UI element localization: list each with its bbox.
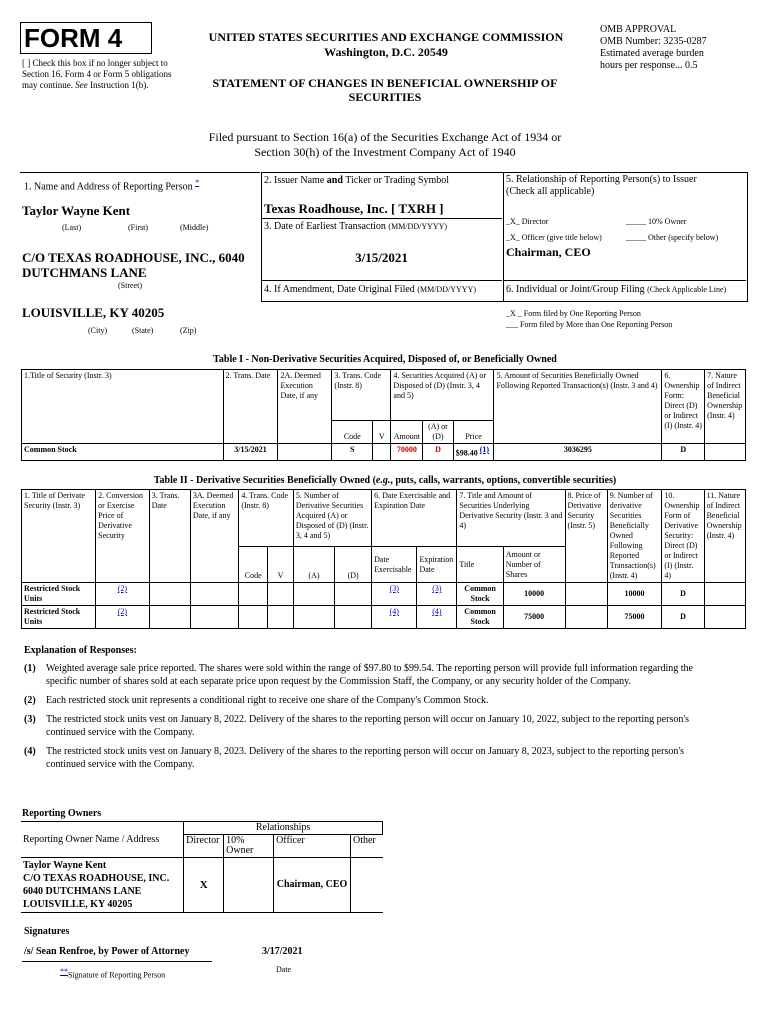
t2-h11: 11. Nature of Indirect Beneficial Ownership (Instr. 4)	[704, 490, 745, 583]
signature-value: /s/ Sean Renfroe, by Power of Attorney	[24, 946, 190, 957]
owners-ten-hdr: 10% Owner	[224, 835, 274, 858]
t1-h2: 2. Trans. Date	[223, 370, 278, 444]
signature-label: **Signature of Reporting Person	[60, 967, 166, 980]
t2-h1: 1. Title of Derivate Security (Instr. 3)	[22, 490, 96, 583]
footnote-3-link[interactable]: (3)	[389, 584, 399, 593]
t2-d: (D)	[335, 547, 372, 583]
label-middle: (Middle)	[180, 223, 209, 232]
t2-title-hdr: Title	[457, 547, 503, 583]
table-row	[22, 606, 746, 629]
label-street: (Street)	[118, 281, 142, 290]
signature-line	[22, 961, 212, 962]
filing-label: 6. Individual or Joint/Group Filing (Check Applicable Line)	[506, 284, 727, 295]
rel-officer: _X_ Officer (give title below)	[506, 233, 602, 242]
t1-code: Code	[332, 421, 373, 444]
filing-one: _X _ Form filed by One Reporting Person	[506, 309, 641, 318]
table2-title: Table II - Derivative Securities Beneficially Owned (e.g., puts, calls, warrants, options, convertible securities)	[153, 475, 617, 486]
t2-h9: 9. Number of derivative Securities Beneficially Owned Following Reported Transaction(s) (Instr. 4)	[607, 490, 662, 583]
table-row	[22, 444, 746, 461]
t2-r1-form: D	[662, 583, 704, 606]
t2-h3a: 3A. Deemed Execution Date, if any	[190, 490, 238, 583]
t1-deemed	[278, 444, 332, 461]
box-3-divider	[261, 218, 502, 219]
t1-h6: 6. Ownership Form: Direct (D) or Indirect (I) (Instr. 4)	[662, 370, 705, 444]
t1-h3: 3. Trans. Code (Instr. 8)	[332, 370, 391, 421]
t2-r1-security: Restricted Stock Units	[22, 583, 96, 606]
t2-r2-amount: 75000	[503, 606, 565, 629]
t1-amount-val: 70000	[391, 444, 423, 461]
t2-r1-owned: 10000	[607, 583, 662, 606]
t1-owned-val: 3036295	[494, 444, 662, 461]
earliest-date-value: 3/15/2021	[355, 250, 408, 265]
t2-v: V	[268, 547, 294, 583]
t1-h2a: 2A. Deemed Execution Date, if any	[278, 370, 332, 444]
t1-aord-val: D	[423, 444, 454, 461]
t2-h8: 8. Price of Derivative Security (Instr. 5)	[565, 490, 607, 583]
t1-security: Common Stock	[22, 444, 224, 461]
box-6-divider	[503, 280, 746, 281]
t1-h4: 4. Securities Acquired (A) or Disposed of (D) (Instr. 3, 4 and 5)	[391, 370, 494, 421]
t2-exp: Expiration Date	[417, 547, 457, 583]
date-label: Date	[276, 965, 292, 974]
t2-r2-conv	[96, 606, 150, 629]
t2-r1-expd	[417, 583, 457, 606]
t2-h4: 4. Trans. Code (Instr. 8)	[239, 490, 294, 547]
footnote-2-link[interactable]: (2)	[117, 607, 128, 616]
footnote-4-link[interactable]: (4)	[389, 607, 399, 616]
footnote-3-link[interactable]: (3)	[432, 584, 442, 593]
omb-burden: Estimated average burden	[600, 48, 704, 59]
t2-r1-amount: 10000	[503, 583, 565, 606]
owners-director-mark: X	[184, 858, 224, 913]
list-item: (2) Each restricted stock unit represents a conditional right to receive one share of the Company's Common Stock.	[24, 695, 489, 706]
t2-r2-ex	[372, 606, 417, 629]
owners-table	[21, 821, 383, 913]
t2-h5: 5. Number of Derivative Securities Acquired (A) or Disposed of (D) (Instr. 3, 4 and 5)	[293, 490, 371, 547]
rel-ten-pct: _____ 10% Owner	[626, 217, 687, 226]
t1-price: Price	[453, 421, 494, 444]
t1-date: 3/15/2021	[223, 444, 278, 461]
omb-number: OMB Number: 3235-0287	[600, 36, 707, 47]
owners-officer-hdr: Officer	[274, 835, 351, 858]
rel-other: _____ Other (specify below)	[626, 233, 719, 242]
t2-r1-title: Common Stock	[457, 583, 503, 606]
t1-v: V	[373, 421, 391, 444]
box-4-divider	[261, 280, 502, 281]
t2-date-ex: Date Exercisable	[372, 547, 417, 583]
footnote-dstar-link[interactable]: **	[60, 967, 68, 976]
owners-title: Reporting Owners	[22, 808, 102, 819]
amendment-label: 4. If Amendment, Date Original Filed (MM/DD/YYYY)	[264, 284, 476, 295]
signatures-title: Signatures	[24, 926, 70, 937]
relationship-label: 5. Relationship of Reporting Person(s) to Issuer (Check all applicable)	[506, 174, 697, 197]
t1-h7: 7. Nature of Indirect Beneficial Ownership (Instr. 4)	[705, 370, 746, 444]
t1-price-val: $98.40 (1)	[453, 444, 494, 461]
form-title: FORM 4	[24, 23, 123, 53]
footnote-1-link[interactable]: (1)	[479, 445, 490, 454]
t1-v-val	[373, 444, 391, 461]
t1-nature-val	[705, 444, 746, 461]
t1-amount: Amount	[391, 421, 423, 444]
t1-h1: 1.Title of Security (Instr. 3)	[22, 370, 224, 444]
t2-r1-conv	[96, 583, 150, 606]
table2	[21, 489, 746, 629]
explanation-list	[24, 662, 724, 777]
t1-h5: 5. Amount of Securities Beneficially Owned Following Reported Transaction(s) (Instr. 3 and 4)	[494, 370, 662, 444]
t2-h2: 2. Conversion or Exercise Price of Derivative Security	[96, 490, 150, 583]
table1	[21, 369, 746, 461]
t1-form-val: D	[662, 444, 705, 461]
filed-pursuant-1: Filed pursuant to Section 16(a) of the Securities Exchange Act of 1934 or	[208, 130, 562, 144]
t2-amt-hdr: Amount or Number of Shares	[503, 547, 565, 583]
box-2-border	[261, 172, 504, 302]
list-item: (3) The restricted stock units vest on January 8, 2022. Delivery of the shares to the reporting person will occur on January 10, 2022, subject to the reporting person's continued service with the Company.	[24, 714, 690, 738]
issuer-name: Texas Roadhouse, Inc. [ TXRH ]	[264, 201, 444, 216]
t2-code: Code	[239, 547, 268, 583]
table-row	[22, 583, 746, 606]
table-row	[21, 858, 383, 913]
agency-name: UNITED STATES SECURITIES AND EXCHANGE COMMISSION	[208, 30, 564, 44]
reporter-name: Taylor Wayne Kent	[22, 203, 131, 218]
omb-title: OMB APPROVAL	[600, 24, 677, 35]
agency-location: Washington, D.C. 20549	[324, 45, 448, 59]
owners-rel-hdr: Relationships	[184, 822, 383, 835]
t2-h10: 10. Ownership Form of Derivative Security: Direct (D) or Indirect (I) (Instr. 4)	[662, 490, 704, 583]
reporter-city: LOUISVILLE, KY 40205	[22, 305, 165, 320]
earliest-date-label: 3. Date of Earliest Transaction (MM/DD/YYYY)	[264, 221, 448, 232]
owners-name-hdr: Reporting Owner Name / Address	[21, 822, 184, 858]
rel-title: Chairman, CEO	[506, 245, 591, 259]
t1-code-val: S	[332, 444, 373, 461]
t2-h3: 3. Trans. Date	[149, 490, 190, 583]
t2-a: (A)	[293, 547, 334, 583]
check-box-text[interactable]: [ ] Check this box if no longer subject to Section 16. Form 4 or Form 5 obligations may continue. See Instruction 1(b).	[22, 58, 172, 90]
omb-box	[600, 24, 760, 72]
t2-h7: 7. Title and Amount of Securities Underlying Derivative Security (Instr. 3 and 4)	[457, 490, 565, 547]
box-1-border	[20, 172, 260, 173]
table1-title: Table I - Non-Derivative Securities Acquired, Disposed of, or Beneficially Owned	[213, 354, 557, 365]
reporter-street: C/O TEXAS ROADHOUSE, INC., 6040 DUTCHMANS LANE	[22, 250, 245, 280]
omb-hours: hours per response... 0.5	[600, 60, 698, 71]
explanation-title: Explanation of Responses:	[24, 645, 137, 656]
label-first: (First)	[128, 223, 148, 232]
t2-r2-owned: 75000	[607, 606, 662, 629]
label-state: (State)	[132, 326, 154, 335]
label-zip: (Zip)	[180, 326, 197, 335]
t2-r2-expd	[417, 606, 457, 629]
t2-r2-form: D	[662, 606, 704, 629]
t2-r2-security: Restricted Stock Units	[22, 606, 96, 629]
filed-pursuant-2: Section 30(h) of the Investment Company Act of 1940	[254, 145, 516, 159]
reporter-label: 1. Name and Address of Reporting Person *	[24, 178, 200, 193]
signature-date: 3/17/2021	[262, 946, 303, 957]
t2-r1-ex	[372, 583, 417, 606]
owners-director-hdr: Director	[184, 835, 224, 858]
label-city: (City)	[88, 326, 108, 335]
label-last: (Last)	[62, 223, 82, 232]
owners-other-hdr: Other	[350, 835, 382, 858]
rel-director: _X_ Director	[506, 217, 549, 226]
statement-title: STATEMENT OF CHANGES IN BENEFICIAL OWNERSHIP OF SECURITIES	[212, 76, 558, 104]
form-title-box	[20, 22, 152, 54]
t2-h6: 6. Date Exercisable and Expiration Date	[372, 490, 457, 547]
t2-r2-title: Common Stock	[457, 606, 503, 629]
footnote-4-link[interactable]: (4)	[432, 607, 442, 616]
t1-aord: (A) or (D)	[423, 421, 454, 444]
filing-more: ___ Form filed by More than One Reporting Person	[506, 320, 673, 329]
list-item: (4) The restricted stock units vest on January 8, 2023. Delivery of the shares to the reporting person will occur on January 8, 2023, subject to the reporting person's continued service with the Company.	[24, 746, 685, 770]
footnote-2-link[interactable]: (2)	[117, 584, 128, 593]
list-item: (1) Weighted average sale price reported. The shares were sold within the range of $97.80 to $99.54. The reporting person will provide full information regarding the specific number of shares sold at each separate price upon request by the Commission Staff, the Company, or any security holder of the Company.	[24, 663, 693, 687]
issuer-label: 2. Issuer Name and Ticker or Trading Symbol	[264, 175, 450, 186]
footnote-star-link[interactable]: *	[195, 178, 200, 187]
owners-address: Taylor Wayne Kent C/O TEXAS ROADHOUSE, INC. 6040 DUTCHMANS LANE LOUISVILLE, KY 40205	[21, 858, 184, 913]
owners-officer-title: Chairman, CEO	[274, 858, 351, 913]
